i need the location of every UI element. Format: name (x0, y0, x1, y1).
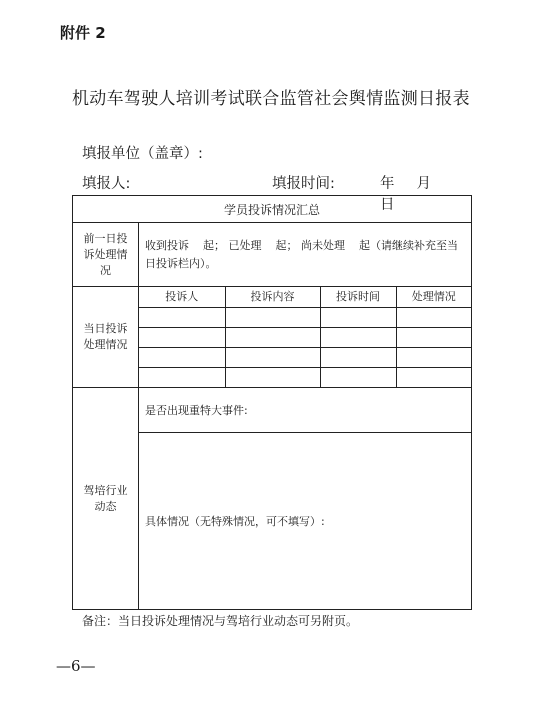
table-cell[interactable] (225, 328, 320, 348)
document-title: 机动车驾驶人培训考试联合监管社会舆情监测日报表 (72, 89, 470, 109)
table-cell[interactable] (396, 328, 471, 348)
fill-unit-label: 填报单位（盖章）: (82, 146, 203, 162)
continue-note: （请继续补充至当日投诉栏内）。 (145, 238, 458, 270)
industry-label: 驾培行业动态 (73, 388, 139, 610)
table-row (139, 308, 471, 328)
footnote: 备注：当日投诉处理情况与驾培行业动态可另附页。 (82, 614, 359, 628)
table-cell[interactable] (396, 368, 471, 388)
table-cell[interactable] (139, 348, 225, 368)
section-header: 学员投诉情况汇总 (73, 196, 472, 223)
col-content: 投诉内容 (225, 287, 320, 308)
table-cell[interactable] (396, 308, 471, 328)
attachment-label: 附件 2 (60, 24, 106, 42)
table-row (139, 328, 471, 348)
table-cell[interactable] (396, 348, 471, 368)
day-label: 日 (380, 197, 395, 213)
table-cell[interactable] (139, 328, 225, 348)
report-table (72, 195, 472, 610)
table-cell[interactable] (225, 348, 320, 368)
col-status: 处理情况 (396, 287, 471, 308)
table-cell[interactable] (225, 308, 320, 328)
table-cell[interactable] (320, 368, 396, 388)
page-number: —6— (56, 657, 96, 675)
fill-time-label: 填报时间: (272, 176, 335, 192)
table-row (139, 348, 471, 368)
table-cell[interactable] (139, 308, 225, 328)
table-cell[interactable] (225, 368, 320, 388)
today-header-row (139, 287, 471, 308)
unhandled-label: 尚未处理 (301, 238, 345, 252)
today-label: 当日投诉处理情况 (73, 287, 139, 388)
received-label: 收到投诉 (145, 238, 189, 252)
col-time: 投诉时间 (320, 287, 396, 308)
col-complainant: 投诉人 (139, 287, 225, 308)
table-cell[interactable] (320, 348, 396, 368)
unhandled-unit: 起 (359, 238, 370, 252)
table-cell[interactable] (139, 368, 225, 388)
details-field[interactable]: 具体情况（无特殊情况，可不填写）: (139, 433, 472, 610)
table-row (139, 368, 471, 388)
handled-unit: 起 (275, 238, 287, 252)
table-cell[interactable] (320, 308, 396, 328)
prev-day-content: 收到投诉 起； 已处理 起； 尚未处理 起（请继续补充至当日投诉栏内）。 (139, 223, 472, 287)
handled-label: 已处理 (228, 238, 262, 252)
prev-day-label: 前一日投诉处理情况 (73, 223, 139, 287)
reporter-label: 填报人: (82, 176, 131, 192)
today-grid-cell (139, 287, 472, 388)
year-label: 年 (380, 176, 395, 192)
month-label: 月 (416, 176, 431, 192)
received-unit: 起 (203, 238, 214, 252)
today-grid (139, 287, 471, 387)
major-event-field[interactable]: 是否出现重特大事件: (139, 388, 472, 433)
table-cell[interactable] (320, 328, 396, 348)
